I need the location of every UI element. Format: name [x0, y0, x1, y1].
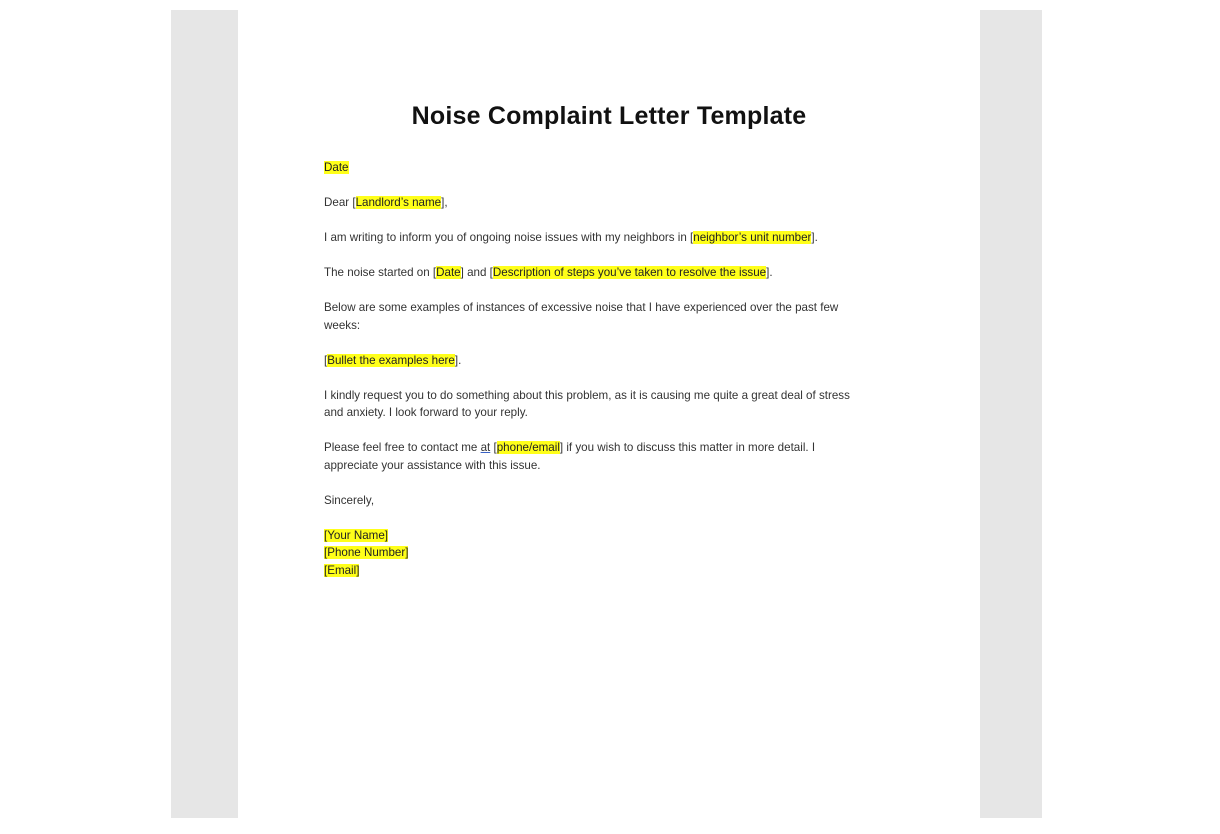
text: I kindly request you to do something about this problem, as it is causing me quite a great deal of stress — [324, 388, 850, 402]
date-line — [324, 159, 850, 177]
paragraph-1 — [324, 229, 850, 247]
signature-block — [324, 527, 850, 580]
landlord-name-placeholder: Landlord’s name — [355, 196, 442, 209]
text: and anxiety. I look forward to your reply. — [324, 406, 528, 419]
paragraph-4 — [324, 352, 850, 370]
date-placeholder: Date — [324, 161, 349, 174]
phone-number-placeholder: [Phone Number] — [324, 546, 409, 559]
text: Please feel free to contact me — [324, 441, 481, 454]
steps-description-placeholder: Description of steps you’ve taken to resolve the issue — [492, 266, 767, 279]
text: The noise started on [ — [324, 266, 437, 279]
text: weeks: — [324, 318, 361, 332]
text: ]. — [766, 266, 773, 279]
text: ] if you wish to discuss this matter in more detail. I — [559, 441, 816, 454]
text: ], — [441, 196, 448, 209]
document-page — [238, 10, 980, 818]
text: Dear [ — [324, 196, 356, 209]
email-placeholder: [Email] — [324, 563, 360, 577]
page-title: Noise Complaint Letter Template — [411, 102, 807, 130]
spellcheck-underlined-word: at — [480, 441, 491, 454]
greeting — [324, 194, 850, 212]
text: [ — [490, 441, 497, 454]
text: ]. — [454, 353, 462, 367]
text: I am writing to inform you of ongoing noise issues with my neighbors in [ — [324, 231, 694, 244]
text: ]. — [811, 231, 818, 244]
unit-number-placeholder: neighbor’s unit number — [693, 231, 812, 244]
letter-body — [324, 159, 850, 579]
paragraph-6 — [324, 439, 850, 474]
text: ] and [ — [460, 266, 493, 279]
closing: Sincerely, — [324, 493, 375, 507]
text: appreciate your assistance with this issue. — [324, 458, 541, 472]
contact-placeholder: phone/email — [496, 441, 560, 454]
text: Below are some examples of instances of excessive noise that I have experienced over the past few — [324, 301, 839, 314]
examples-placeholder: Bullet the examples here — [327, 353, 455, 367]
your-name-placeholder: [Your Name] — [324, 528, 389, 542]
paragraph-5 — [324, 387, 850, 422]
start-date-placeholder: Date — [436, 266, 461, 279]
paragraph-2 — [324, 264, 850, 282]
text: [ — [324, 353, 328, 367]
paragraph-3 — [324, 299, 850, 334]
